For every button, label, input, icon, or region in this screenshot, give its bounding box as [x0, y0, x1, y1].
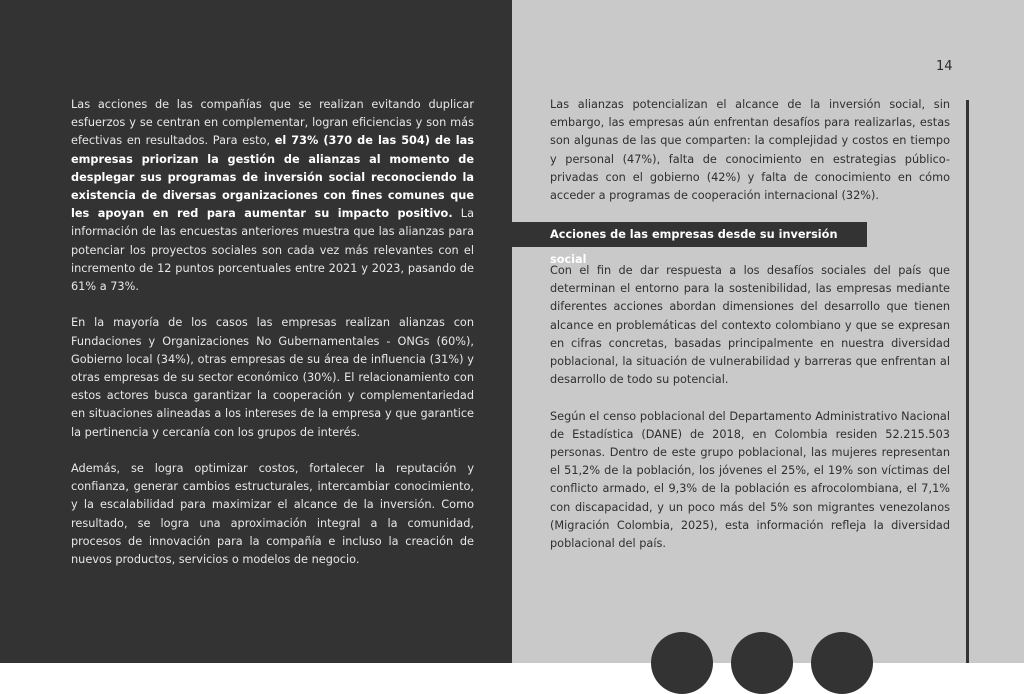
section-heading: Acciones de las empresas desde su inversión social: [512, 222, 867, 247]
right-paragraph-1: Las alianzas potencializan el alcance de la inversión social, sin embargo, las empresas aún enfrentan desafíos para realizarlas, estas son algunas de las que comparten: la complejidad y costos en tiempo y personal (47%), falta de conocimiento en estrategias público-privadas con el gobierno (42%) y falta de conocimiento en cómo acceder a programas de cooperación internacional (32%).: [550, 98, 950, 203]
right-text-block-top: [550, 96, 950, 205]
left-paragraph-2: En la mayoría de los casos las empresas realizan alianzas con Fundaciones y Organizaciones No Gubernamentales - ONGs (60%), Gobierno local (34%), otras empresas de su área de influencia (31%) y otras empresas de su sector económico (30%). El relacionamiento con estos actores busca garantizar la cooperación y complementariedad en situaciones alineadas a los intereses de la empresa y que garantice la pertinencia y cercanía con los grupos de interés.: [71, 316, 474, 439]
left-paragraph-1-intro: Las acciones de las compañías que se realizan evitando duplicar esfuerzos y se centran en complementar, logran eficiencias y son más efectivas en resultados. Para esto,: [71, 98, 474, 148]
right-text-block-bottom: [550, 262, 950, 553]
left-text-column: [71, 96, 474, 569]
left-paragraph-3: Además, se logra optimizar costos, fortalecer la reputación y confianza, generar cambios estructurales, intercambiar conocimiento, y la escalabilidad para maximizar el alcance de la inversión. Como resultado, se logra una aproximación integral a la comunidad, procesos de innovación para la compañía e incluso la creación de nuevos productos, servicios o modelos de negocio.: [71, 462, 474, 567]
right-paragraph-2: Con el fin de dar respuesta a los desafíos sociales del país que determinan el entorno para la sostenibilidad, las empresas mediante diferentes acciones abordan dimensiones del desarrollo que tienen alcance en problemáticas del contexto colombiano y que se expresan en cifras concretas, basadas principalmente en nuestra diversidad poblacional, la situación de vulnerabilidad y barreras que enfrentan al desarrollo de todo su potencial.: [550, 264, 950, 387]
right-paragraph-3: Según el censo poblacional del Departamento Administrativo Nacional de Estadística (DANE) de 2018, en Colombia residen 52.215.503 personas. Dentro de este grupo poblacional, las mujeres representan el 51,2% de la población, los jóvenes el 25%, el 19% son víctimas del conflicto armado, el 9,3% de la población es afrocolombiana, el 7,1% con discapacidad, y un poco más del 5% son migrantes venezolanos (Migración Colombia, 2025), esta información refleja la diversidad poblacional del país.: [550, 409, 950, 551]
decorative-circle-2: [731, 632, 793, 694]
left-paragraph-1: [71, 96, 474, 296]
left-paragraph-1-rest: La información de las encuestas anteriores muestra que las alianzas para potenciar los proyectos sociales son cada vez más relevantes con el incremento de 12 puntos porcentuales entre 2021 y 2023, pasando de 61% a 73%.: [71, 207, 474, 294]
vertical-rule: [966, 100, 969, 663]
decorative-circle-3: [811, 632, 873, 694]
page-number: 14: [936, 59, 953, 74]
left-paragraph-1-highlight: el 73% (370 de las 504) de las empresas priorizan la gestión de alianzas al momento de desplegar sus programas de inversión social reconociendo la existencia de diversas organizaciones con fines comunes que les apoyan en red para aumentar su impacto positivo.: [71, 134, 474, 221]
decorative-circle-1: [651, 632, 713, 694]
